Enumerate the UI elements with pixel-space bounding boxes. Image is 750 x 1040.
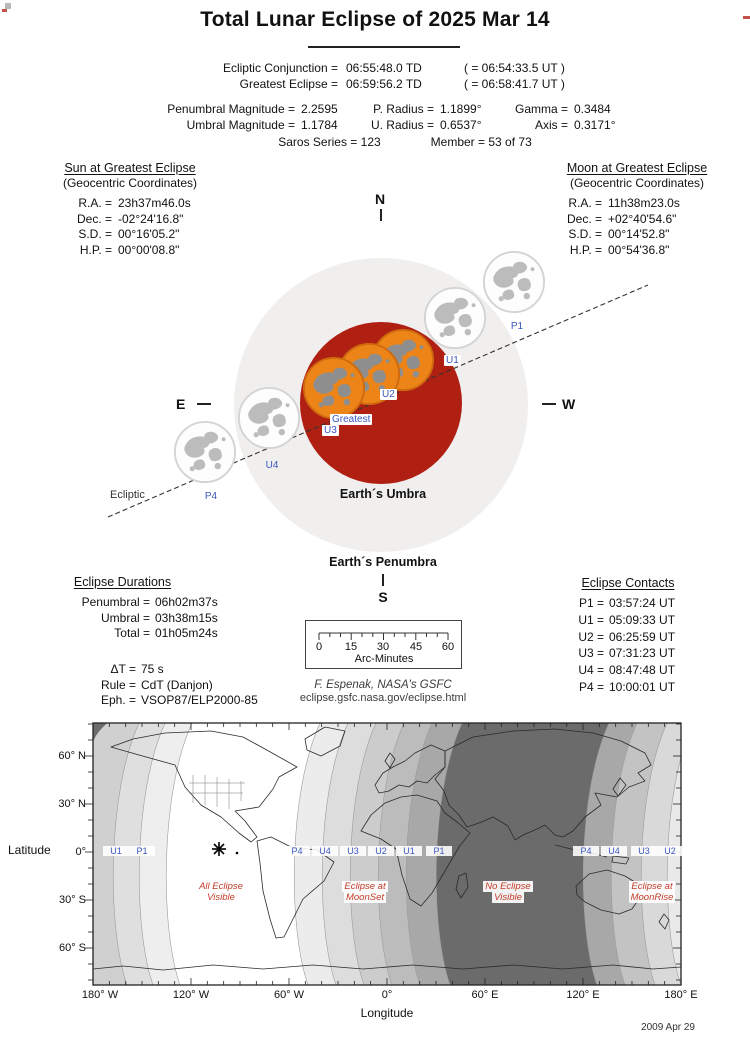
gamma-column <box>508 101 638 133</box>
gamma-label: Gamma = <box>514 102 568 116</box>
lon-tick-180w: 180° W <box>81 989 119 1001</box>
author-credit: F. Espenak, NASA's GSFC <box>314 679 452 691</box>
lon-tick-0: 0° <box>381 989 393 1001</box>
page-title: Total Lunar Eclipse of 2025 Mar 14 <box>200 8 550 31</box>
u-radius-value: 0.6537° <box>440 118 482 132</box>
map-curve-label-p4-set: P4 <box>284 846 310 856</box>
lat-tick-60n: 60° N <box>58 750 86 762</box>
map-curve-label-p4-rise: P4 <box>573 846 599 856</box>
lat-tick-0: 0° <box>75 846 86 858</box>
total-duration-label: Total = <box>114 626 150 640</box>
moon-dec-value: +02°40'54.6" <box>608 211 677 226</box>
compass-north: N <box>374 191 386 207</box>
latitude-axis-label: Latitude <box>8 843 51 857</box>
website-url: eclipse.gsfc.nasa.gov/eclipse.html <box>299 692 467 704</box>
umbral-duration-value: 03h38m15s <box>155 610 218 625</box>
ephemeris-value: VSOP87/ELP2000-85 <box>141 693 258 707</box>
lat-tick-60s: 60° S <box>58 942 86 954</box>
scale-unit: Arc-Minutes <box>354 653 414 665</box>
saros-member <box>431 134 532 150</box>
greatest-row <box>170 76 610 92</box>
u-radius-label: U. Radius = <box>370 118 434 132</box>
north-tick <box>380 209 382 221</box>
map-curve-label-u1-west: U1 <box>103 846 129 856</box>
p1-time-label: P1 = <box>578 596 604 610</box>
umbral-mag-label: Umbral Magnitude = <box>186 118 295 132</box>
contact-label-p1: P1 <box>510 321 524 332</box>
moon-ra-label: R.A. = <box>568 196 602 210</box>
rule-value: CdT (Danjon) <box>141 677 213 692</box>
penumbral-mag-value: 2.2595 <box>301 102 338 116</box>
sun-ra-value: 23h37m46.0s <box>118 196 191 210</box>
penumbra-label: Earth´s Penumbra <box>329 555 437 569</box>
umbra-label: Earth´s Umbra <box>339 487 427 501</box>
greatest-label: Greatest Eclipse = <box>239 77 338 91</box>
rule-label: Rule = <box>100 677 136 692</box>
scale-tick-15: 15 <box>344 641 358 653</box>
sun-dec-label: Dec. = <box>76 211 112 226</box>
u3-time-label: U3 = <box>578 646 604 661</box>
scale-tick-0: 0 <box>315 641 323 653</box>
ecliptic-label: Ecliptic <box>110 489 145 501</box>
contacts-rows <box>572 595 675 696</box>
map-curve-label-u4-rise: U4 <box>601 846 627 856</box>
scale-tick-45: 45 <box>409 641 423 653</box>
contact-label-u4: U4 <box>265 460 279 471</box>
contacts-title: Eclipse Contacts <box>581 576 675 590</box>
map-curve-label-u4-set: U4 <box>312 846 338 856</box>
lon-tick-120e: 120° E <box>566 989 600 1001</box>
compass-east: E <box>176 396 186 412</box>
contact-label-u2: U2 <box>382 389 395 400</box>
penumbral-mag-label: Penumbral Magnitude = <box>167 102 295 116</box>
p4-time-value: 10:00:01 UT <box>609 679 676 694</box>
moon-ra-value: 11h38m23.0s <box>608 196 680 210</box>
ephemeris-label: Eph. = <box>100 693 136 707</box>
compass-south: S <box>378 589 388 605</box>
penumbral-duration-label: Penumbral = <box>81 595 150 609</box>
conjunction-td: 06:55:48.0 TD <box>346 61 422 75</box>
u3-time-value: 07:31:23 UT <box>609 646 676 661</box>
moon-p4 <box>173 420 237 484</box>
title-underline <box>308 46 460 48</box>
scale-bar <box>305 620 462 669</box>
durations-rows <box>58 595 218 642</box>
contact-label-greatest: Greatest <box>332 414 371 425</box>
west-dash <box>542 403 556 405</box>
axis-label: Axis = <box>534 118 568 132</box>
moon-sd-value: 00°14'52.8" <box>608 227 670 241</box>
map-curve-label-p1-west: P1 <box>129 846 155 856</box>
total-duration-value: 01h05m24s <box>155 626 218 640</box>
saros-row <box>60 134 750 150</box>
moon-u4 <box>237 386 301 450</box>
conjunction-label: Ecliptic Conjunction = <box>222 61 338 75</box>
contact-label-u3: U3 <box>324 425 337 436</box>
zone-label-moonset: Eclipse at MoonSet <box>344 881 386 903</box>
lon-tick-180e: 180° E <box>664 989 698 1001</box>
event-times <box>170 60 610 92</box>
moon-block-subtitle: (Geocentric Coordinates) <box>569 176 705 190</box>
map-curve-label-u2-set: U2 <box>368 846 394 856</box>
conjunction-ut: ( = 06:54:33.5 UT ) <box>464 61 565 75</box>
zone-label-all-visible: All Eclipse Visible <box>199 881 243 903</box>
saros-member-label: Member = <box>430 135 486 149</box>
sun-dec-value: -02°24'16.8" <box>118 211 184 226</box>
lon-tick-60w: 60° W <box>273 989 305 1001</box>
p-radius-label: P. Radius = <box>373 102 434 116</box>
lat-tick-30s: 30° S <box>58 894 86 906</box>
moon-dec-label: Dec. = <box>566 211 602 226</box>
greatest-td: 06:59:56.2 TD <box>346 77 422 91</box>
zone-label-moonrise: Eclipse at MoonRise <box>630 881 674 903</box>
south-tick <box>382 574 384 586</box>
greatest-ut: ( = 06:58:41.7 UT ) <box>464 77 565 91</box>
u1-time-label: U1 = <box>578 612 604 627</box>
map-curve-label-p1-set: P1 <box>426 846 452 856</box>
lon-tick-120w: 120° W <box>172 989 210 1001</box>
durations-title: Eclipse Durations <box>73 575 172 589</box>
sun-sd-value: 00°16'05.2" <box>118 227 180 241</box>
p4-time-label: P4 = <box>578 679 604 694</box>
delta-t-value: 75 s <box>141 662 164 676</box>
map-curve-label-u1-set: U1 <box>396 846 422 856</box>
compass-west: W <box>562 396 576 412</box>
ephemeris-params <box>58 662 258 709</box>
saros-member-value: 53 of 73 <box>488 135 532 149</box>
map-outer-ticks <box>85 724 93 980</box>
lat-tick-30n: 30° N <box>58 798 86 810</box>
lon-tick-60e: 60° E <box>471 989 499 1001</box>
zone-label-no-eclipse: No Eclipse Visible <box>485 881 531 903</box>
moon-hp-label: H.P. = <box>569 242 602 257</box>
longitude-axis-label: Longitude <box>360 1006 414 1020</box>
moon-hp-value: 00°54'36.8" <box>608 242 670 257</box>
contact-label-u1: U1 <box>446 355 459 366</box>
p-radius-value: 1.1899° <box>440 102 482 116</box>
moon-u3-eclipsed <box>302 356 366 420</box>
p1-time-value: 03:57:24 UT <box>609 596 676 610</box>
sun-ra-label: R.A. = <box>78 196 112 210</box>
saros-series-label: Saros Series = <box>278 135 358 149</box>
scale-tick-30: 30 <box>376 641 390 653</box>
umbral-mag-value: 1.1784 <box>301 118 338 132</box>
sun-hp-label: H.P. = <box>79 242 112 257</box>
sun-hp-value: 00°00'08.8" <box>118 242 180 257</box>
moon-p1 <box>482 250 546 314</box>
u1-time-value: 05:09:33 UT <box>609 612 676 627</box>
map-curve-label-u2-rise: U2 <box>657 846 683 856</box>
u4-time-label: U4 = <box>578 663 604 678</box>
umbral-duration-label: Umbral = <box>100 610 150 625</box>
moon-block-title: Moon at Greatest Eclipse <box>566 161 708 175</box>
penumbral-duration-value: 06h02m37s <box>155 595 218 609</box>
sun-block-subtitle: (Geocentric Coordinates) <box>62 176 198 190</box>
contact-label-p4: P4 <box>204 491 218 502</box>
saros-series <box>278 134 380 150</box>
u4-time-value: 08:47:48 UT <box>609 663 676 678</box>
axis-value: 0.3171° <box>574 118 616 132</box>
radius-column <box>362 101 502 133</box>
u2-time-value: 06:25:59 UT <box>609 629 676 644</box>
sun-sd-label: S.D. = <box>78 227 112 241</box>
sun-block-title: Sun at Greatest Eclipse <box>64 161 196 175</box>
revision-date: 2009 Apr 29 <box>641 1022 695 1033</box>
moon-sd-label: S.D. = <box>568 227 602 241</box>
scale-tick-60: 60 <box>441 641 455 653</box>
map-curve-label-u3-rise: U3 <box>631 846 657 856</box>
delta-t-label: ΔT = <box>110 662 136 676</box>
conjunction-row <box>170 60 610 76</box>
magnitude-column <box>140 101 355 133</box>
saros-series-value: 123 <box>360 135 381 149</box>
east-dash <box>197 403 211 405</box>
u2-time-label: U2 = <box>578 629 604 644</box>
map-curve-label-u3-set: U3 <box>340 846 366 856</box>
gamma-value: 0.3484 <box>574 102 611 116</box>
